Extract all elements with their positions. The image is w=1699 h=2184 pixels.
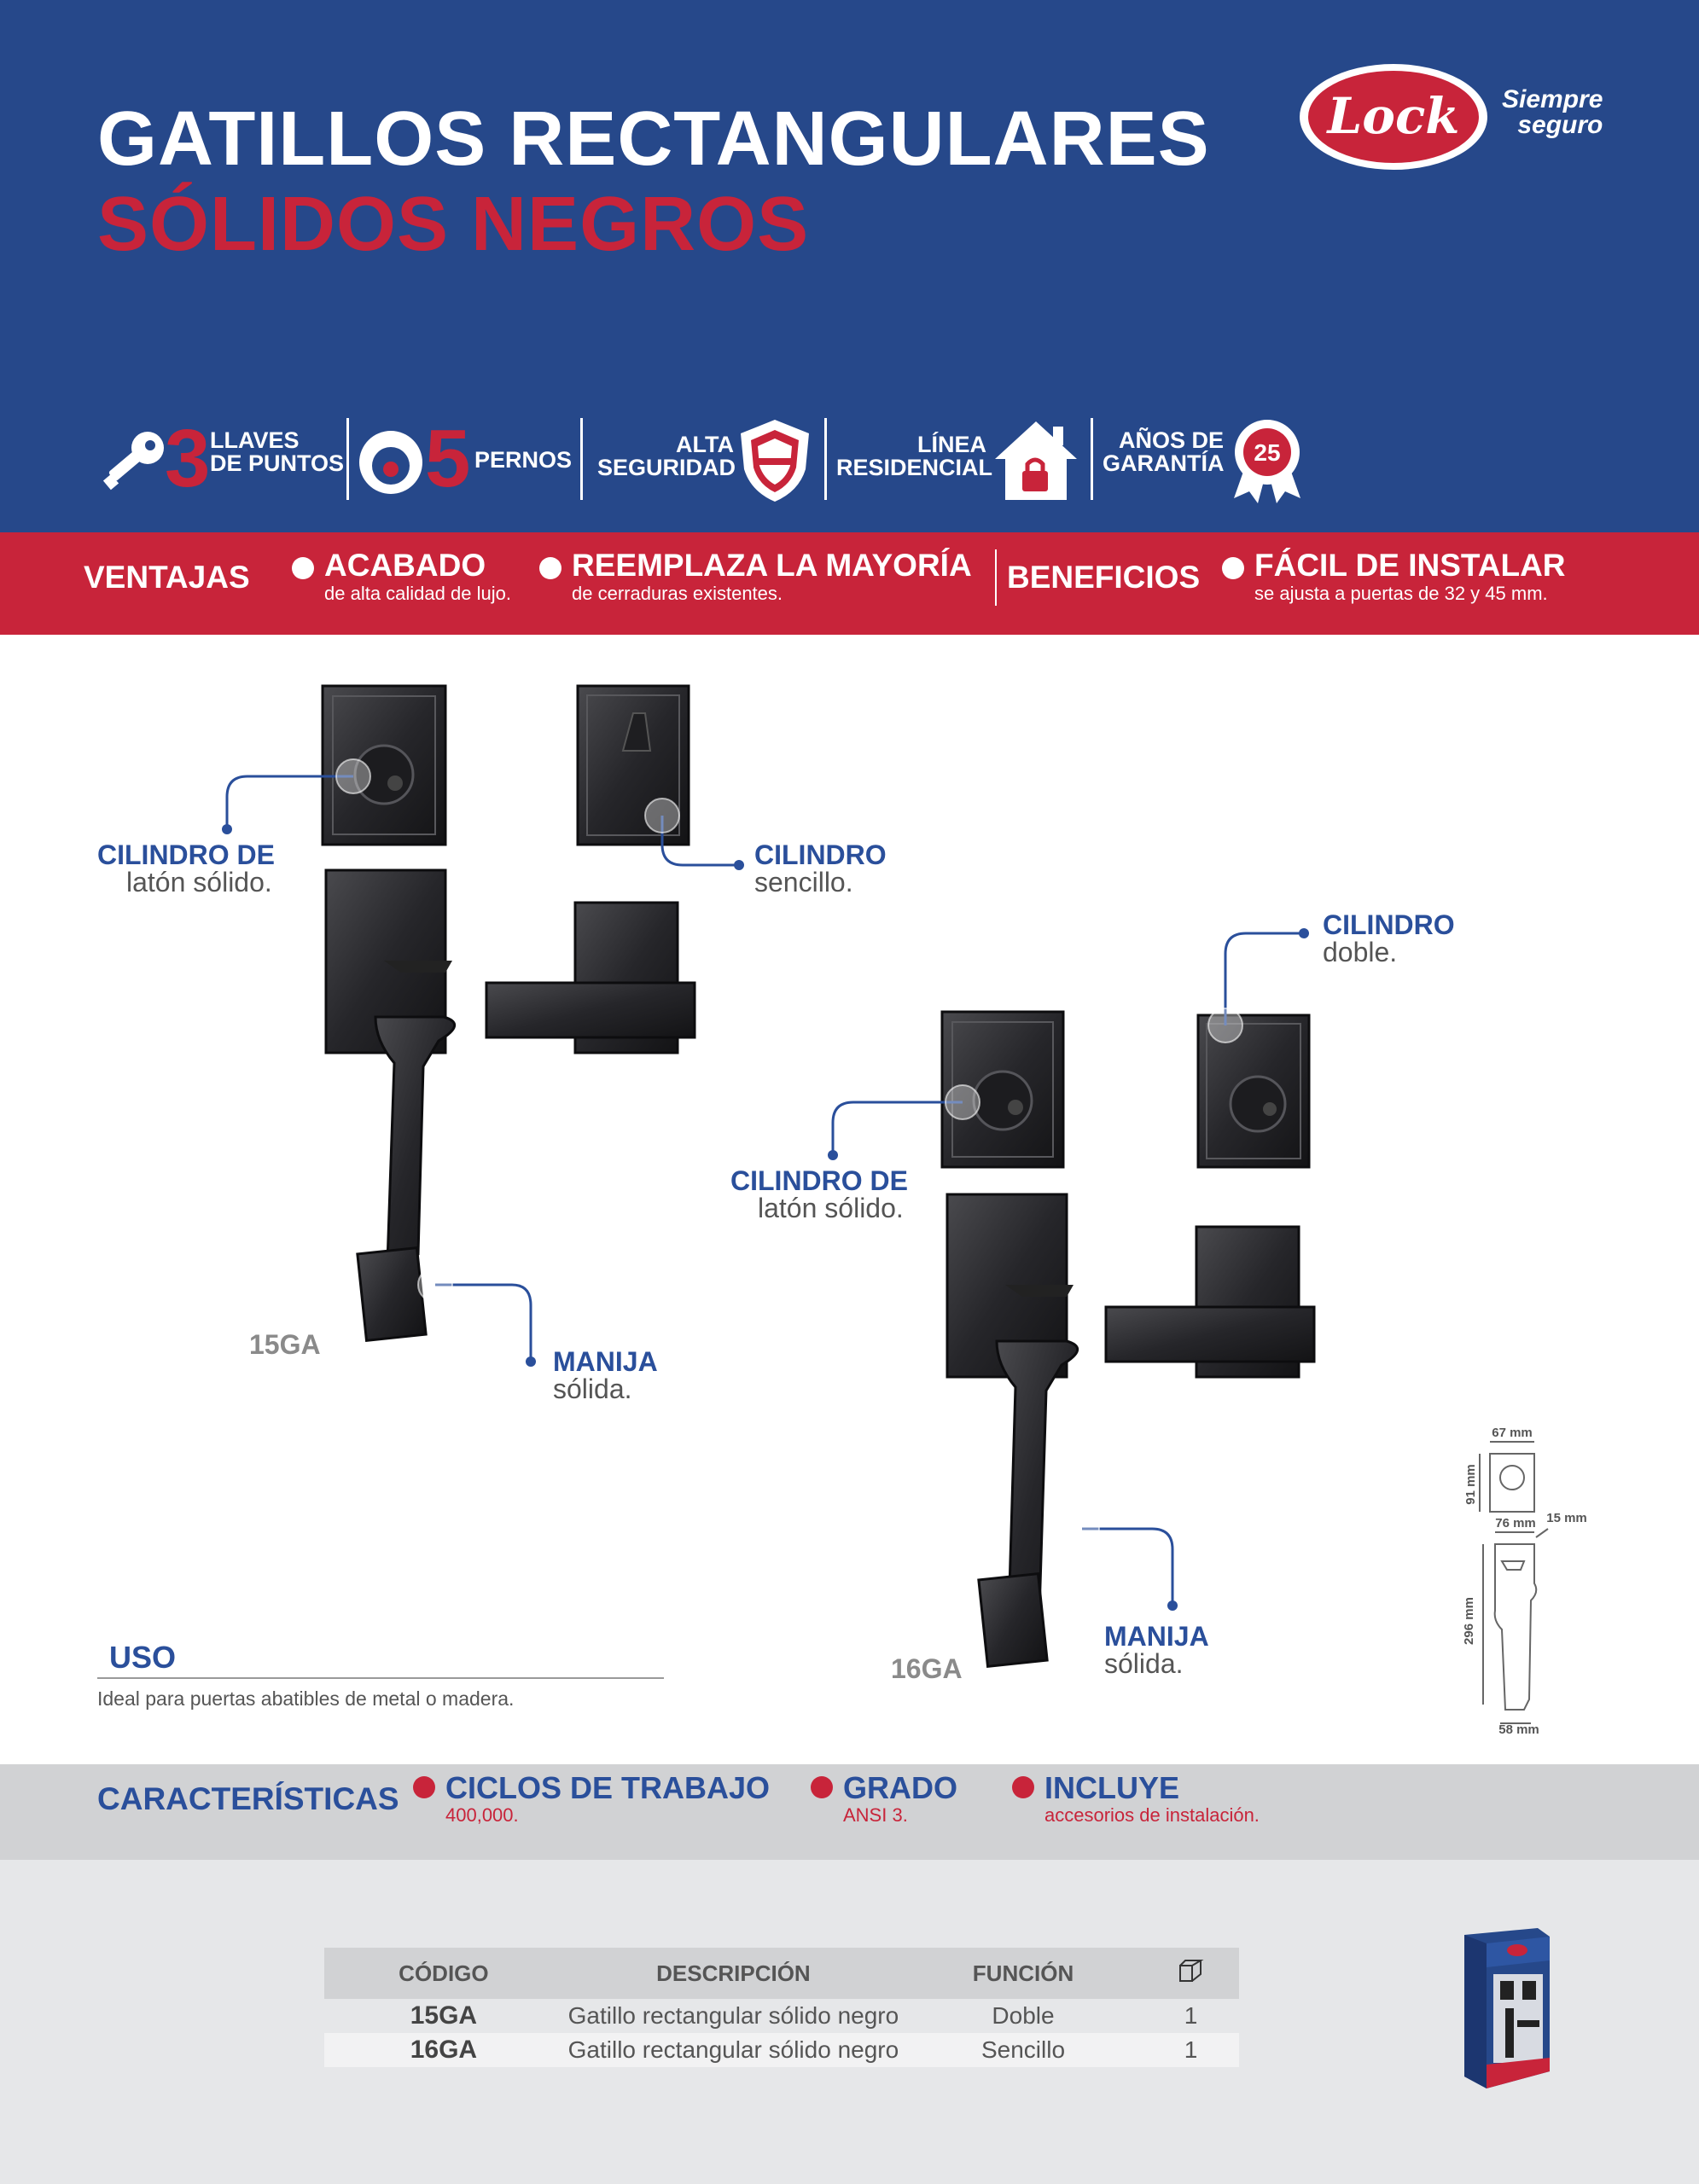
callout-title: MANIJA bbox=[553, 1346, 658, 1377]
callout-sub: sólida. bbox=[553, 1374, 632, 1404]
cell-function: Sencillo bbox=[904, 2033, 1143, 2067]
cell-quantity: 1 bbox=[1184, 2002, 1198, 2029]
ventajas-heading: VENTAJAS bbox=[84, 560, 250, 595]
char-2-sub: ANSI 3. bbox=[843, 1804, 908, 1826]
box-icon bbox=[1177, 1957, 1204, 1984]
table-row bbox=[324, 2033, 1239, 2067]
char-3-title: INCLUYE bbox=[1044, 1770, 1180, 1805]
advantage-2-sub: de cerraduras existentes. bbox=[572, 583, 783, 604]
callout-sub: latón sólido. bbox=[126, 867, 272, 897]
cell-function: Doble bbox=[992, 2002, 1055, 2029]
callout-15ga-handle bbox=[553, 1348, 658, 1403]
residential-line-1: LÍNEA bbox=[917, 432, 986, 457]
callout-sub: latón sólido. bbox=[758, 1193, 904, 1223]
bullet-dot bbox=[292, 557, 314, 579]
pins-number: 5 bbox=[425, 413, 471, 504]
dim-base-width: 58 mm bbox=[1498, 1722, 1539, 1737]
bullet-dot bbox=[1012, 1776, 1034, 1798]
dimension-diagram bbox=[1451, 1416, 1604, 1740]
shield-icon bbox=[737, 418, 812, 503]
warranty-years: 25 bbox=[1254, 439, 1281, 466]
brand-logo-text: Lock bbox=[1327, 87, 1460, 145]
cell-description: Gatillo rectangular sólido negro bbox=[563, 2033, 904, 2067]
dim-handle-width: 76 mm bbox=[1495, 1516, 1536, 1531]
callout-title: CILINDRO DE bbox=[97, 839, 275, 870]
uso-heading: USO bbox=[109, 1640, 177, 1675]
callout-16ga-handle bbox=[1104, 1623, 1209, 1677]
lever-15ga bbox=[486, 903, 695, 1053]
col-header-quantity bbox=[1143, 1948, 1239, 1999]
uso-divider bbox=[97, 1677, 664, 1679]
advantage-1-title: ACABADO bbox=[324, 548, 486, 583]
house-lock-icon bbox=[992, 418, 1080, 503]
col-header-function: FUNCIÓN bbox=[904, 1948, 1143, 1999]
cell-description: Gatillo rectangular sólido negro bbox=[567, 2002, 899, 2029]
feature-divider bbox=[1091, 418, 1093, 500]
product-table bbox=[324, 1948, 1239, 2067]
cell-code: 16GA bbox=[324, 2033, 563, 2067]
char-1-sub: 400,000. bbox=[445, 1804, 519, 1826]
benefit-1-title: FÁCIL DE INSTALAR bbox=[1254, 548, 1566, 583]
callout-title: MANIJA bbox=[1104, 1621, 1209, 1652]
keys-number: 3 bbox=[165, 413, 211, 504]
title-line-1: GATILLOS RECTANGULARES bbox=[97, 96, 1210, 182]
security-label bbox=[597, 433, 734, 479]
bullet-dot bbox=[811, 1776, 833, 1798]
residential-label bbox=[836, 432, 993, 480]
product-packaging-image bbox=[1456, 1926, 1558, 2094]
brand-slogan bbox=[1502, 87, 1603, 138]
warranty-line-1: AÑOS DE bbox=[1118, 427, 1224, 453]
dim-plate-width: 67 mm bbox=[1492, 1426, 1533, 1440]
keys-label bbox=[210, 429, 344, 475]
feature-divider bbox=[580, 418, 583, 500]
advantage-1-sub: de alta calidad de lujo. bbox=[324, 583, 511, 604]
bullet-dot bbox=[413, 1776, 435, 1798]
callout-sub: doble. bbox=[1323, 937, 1398, 967]
lock-brand-logo bbox=[1297, 61, 1490, 172]
band-divider bbox=[995, 549, 997, 606]
dim-handle-height: 296 mm bbox=[1462, 1597, 1476, 1645]
advantage-2-title: REEMPLAZA LA MAYORÍA bbox=[572, 548, 972, 583]
char-2-title: GRADO bbox=[843, 1770, 957, 1805]
callout-title: CILINDRO bbox=[1323, 909, 1455, 940]
warranty-line-2: GARANTÍA bbox=[1103, 450, 1225, 476]
slogan-line-2: seguro bbox=[1517, 111, 1603, 139]
callout-title: CILINDRO bbox=[754, 839, 887, 870]
col-header-description: DESCRIPCIÓN bbox=[563, 1948, 904, 1999]
callout-15ga-thumbturn bbox=[754, 841, 887, 896]
feature-divider bbox=[824, 418, 827, 500]
model-label-16ga: 16GA bbox=[891, 1653, 963, 1684]
lever-16ga bbox=[1106, 1227, 1314, 1377]
cell-code: 15GA bbox=[410, 2001, 478, 2030]
key-icon bbox=[101, 427, 169, 495]
security-line-1: ALTA bbox=[676, 432, 734, 457]
char-1-title: CICLOS DE TRABAJO bbox=[445, 1770, 771, 1805]
cylinder-pins-icon bbox=[357, 428, 425, 497]
warranty-label bbox=[1103, 429, 1224, 475]
residential-line-2: RESIDENCIAL bbox=[836, 455, 993, 480]
dim-plate-height: 91 mm bbox=[1463, 1464, 1478, 1505]
beneficios-heading: BENEFICIOS bbox=[1007, 560, 1201, 595]
bullet-dot bbox=[1222, 557, 1244, 579]
benefit-1-sub: se ajusta a puertas de 32 y 45 mm. bbox=[1254, 583, 1548, 604]
dim-depth: 15 mm bbox=[1546, 1511, 1587, 1525]
callout-16ga-cylinder bbox=[730, 1167, 908, 1222]
col-header-code: CÓDIGO bbox=[324, 1948, 563, 1999]
pins-label: PERNOS bbox=[474, 447, 573, 473]
handleset-16ga bbox=[947, 1194, 1078, 1666]
title-line-2: SÓLIDOS NEGROS bbox=[97, 182, 810, 267]
slogan-line-1: Siempre bbox=[1502, 85, 1603, 113]
callout-title: CILINDRO DE bbox=[730, 1165, 908, 1196]
callout-sub: sólida. bbox=[1104, 1648, 1184, 1679]
model-label-15ga: 15GA bbox=[249, 1329, 321, 1360]
security-line-2: SEGURIDAD bbox=[597, 455, 736, 480]
bullet-dot bbox=[539, 557, 561, 579]
table-header-row bbox=[324, 1948, 1239, 1999]
callout-sub: sencillo. bbox=[754, 867, 853, 897]
char-3-sub: accesorios de instalación. bbox=[1044, 1804, 1260, 1826]
callout-15ga-cylinder bbox=[97, 841, 275, 896]
table-row bbox=[324, 1999, 1239, 2033]
uso-text: Ideal para puertas abatibles de metal o madera. bbox=[97, 1687, 515, 1710]
cell-quantity: 1 bbox=[1143, 2033, 1239, 2067]
keys-label-line-1: LLAVES bbox=[210, 427, 300, 453]
warranty-badge-icon bbox=[1227, 418, 1307, 503]
characteristics-heading: CARACTERÍSTICAS bbox=[97, 1781, 399, 1816]
callout-16ga-double-cylinder bbox=[1323, 911, 1455, 966]
keys-label-line-2: DE PUNTOS bbox=[210, 450, 345, 476]
feature-divider bbox=[346, 418, 349, 500]
